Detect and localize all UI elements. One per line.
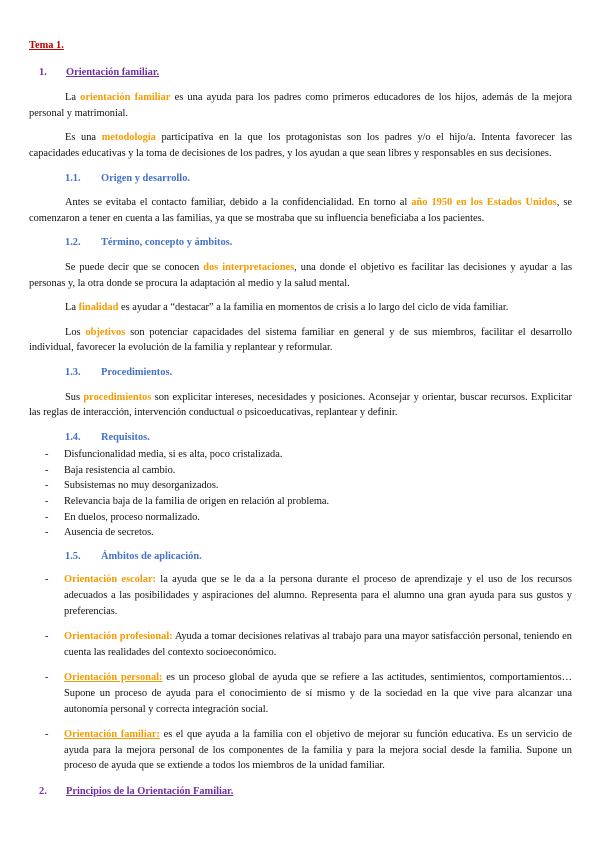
- subsection-1-2-heading: [29, 235, 572, 251]
- dash-bullet: -: [45, 574, 49, 586]
- list-item-text: Ausencia de secretos.: [64, 527, 154, 539]
- dash-bullet: -: [45, 449, 49, 461]
- keyword-highlight: Orientación familiar:: [64, 729, 160, 741]
- text: es un proceso global de ayuda que se refiere a las actitudes, sentimientos, comportamientos… Supone un proceso de ayuda para el conocimiento de sí mismo y de la sociedad en la que vive para alcanzar una autonomía personal y correcta integración social.: [64, 672, 572, 715]
- subsection-number: 1.4.: [65, 431, 81, 443]
- procedures-paragraph: [29, 390, 572, 421]
- list-item: [29, 463, 572, 479]
- dash-bullet: -: [45, 496, 49, 508]
- keyword-highlight: objetivos: [85, 326, 126, 338]
- scopes-list: [29, 572, 572, 774]
- keyword-highlight: procedimientos: [83, 391, 152, 403]
- list-item: [29, 572, 572, 619]
- subsection-number: 1.1.: [65, 172, 81, 184]
- dash-bullet: -: [45, 527, 49, 539]
- subsection-title: Término, concepto y ámbitos.: [101, 237, 233, 249]
- list-item: [29, 447, 572, 463]
- text: son potenciar capacidades del sistema familiar en general y de sus miembros, facilitar el desarrollo individual, favorecer la evolución de la familia y replantear y reformular.: [29, 326, 572, 354]
- list-item: [29, 525, 572, 541]
- keyword-highlight: metodología: [101, 132, 156, 144]
- text: la ayuda que se le da a la persona durante el proceso de aprendizaje y el uso de los recursos adecuados a las posibilidades y aspiraciones del alumno. Representa para el alumno una gran ayuda para sus gustos y preferencias.: [64, 574, 572, 617]
- requirements-list: [29, 447, 572, 541]
- subsection-1-4-heading: [29, 430, 572, 446]
- section-title: Orientación familiar.: [66, 66, 160, 78]
- section-number: 1.: [39, 66, 47, 78]
- list-item-text: Baja resistencia al cambio.: [64, 464, 176, 476]
- keyword-highlight: Orientación escolar:: [64, 574, 157, 586]
- text: , se comenzaron a tener en cuenta a las familias, ya que se mostraba que su influencia beneficiaba a los pacientes.: [29, 197, 572, 224]
- keyword-highlight: Orientación personal:: [64, 672, 163, 684]
- concept-paragraph-3: [29, 325, 572, 356]
- list-item-text: Disfuncionalidad media, si es alta, poco cristalizada.: [64, 449, 283, 461]
- dash-bullet: -: [45, 480, 49, 492]
- list-item: [29, 478, 572, 494]
- origin-paragraph: [29, 195, 572, 226]
- subsection-title: Origen y desarrollo.: [101, 172, 190, 184]
- intro-paragraph-2: [29, 130, 572, 161]
- list-item-text: [64, 572, 572, 619]
- list-item-text: [64, 629, 572, 660]
- text: son explicitar intereses, necesidades y posiciones. Aconsejar y orientar, buscar recursos. Explicitar las reglas de interacción, intervención conductual o psicoeducativas, replantear y definir.: [29, 391, 572, 419]
- tema-heading: Tema 1.: [29, 40, 64, 51]
- list-item: [29, 727, 572, 774]
- subsection-number: 1.5.: [65, 550, 81, 562]
- dash-bullet: -: [45, 672, 49, 684]
- keyword-highlight: orientación familiar: [80, 92, 171, 104]
- subsection-number: 1.2.: [65, 237, 81, 249]
- text: es una ayuda para los padres como primeros educadores de los hijos, además de la mejora personal y matrimonial.: [29, 92, 572, 119]
- subsection-1-5-heading: [29, 549, 572, 565]
- dash-bullet: -: [45, 511, 49, 523]
- list-item-text: En duelos, proceso normalizado.: [64, 511, 200, 523]
- dash-bullet: -: [45, 729, 49, 741]
- dash-bullet: -: [45, 464, 49, 476]
- text: Se puede decir que se conocen: [65, 261, 204, 273]
- subsection-title: Ámbitos de aplicación.: [101, 550, 202, 562]
- intro-paragraph-1: [29, 90, 572, 121]
- list-item-text: [64, 670, 572, 717]
- list-item-text: [64, 727, 572, 774]
- keyword-highlight: año 1950 en los Estados Unidos: [411, 197, 557, 209]
- text: La: [65, 302, 79, 314]
- text: Antes se evitaba el contacto familiar, debido a la confidencialidad. En torno al: [65, 197, 412, 209]
- text: Los: [65, 326, 86, 338]
- text: participativa en la que los protagonistas son los padres y/o el hijo/a. Intenta favorecer las capacidades educativas y la toma de decisiones de los padres, y los ayudan a que sean libres y responsables en sus decisiones.: [29, 132, 573, 159]
- section-2-heading: [29, 784, 572, 800]
- concept-paragraph-2: [29, 300, 572, 316]
- list-item: [29, 494, 572, 510]
- text: es ayudar a “destacar” a la familia en momentos de crisis a lo largo del ciclo de vida familiar.: [118, 302, 509, 314]
- subsection-number: 1.3.: [65, 366, 81, 378]
- text: , una donde el objetivo es facilitar las decisiones y ayudar a las personas y, la otra donde se procura la adaptación al medio y la salud mental.: [29, 261, 572, 289]
- keyword-highlight: dos interpretaciones: [203, 261, 295, 273]
- text: Es una: [65, 132, 102, 144]
- section-number: 2.: [39, 785, 47, 797]
- section-title: Principios de la Orientación Familiar.: [66, 785, 234, 797]
- list-item: [29, 629, 572, 660]
- text: es el que ayuda a la familia con el objetivo de mejorar su función educativa. Es un servicio de ayuda para la mejora personal de los componentes de la familia y para la mejora social desde la familia. Supone un proceso de ayuda que se extiende a todos los miembros de la unidad familiar.: [64, 729, 573, 772]
- list-item: [29, 510, 572, 526]
- subsection-title: Requisitos.: [101, 431, 150, 443]
- keyword-highlight: Orientación profesional:: [64, 631, 173, 643]
- list-item-text: Relevancia baja de la familia de origen en relación al problema.: [64, 496, 330, 508]
- list-item: [29, 670, 572, 717]
- text: Sus: [65, 391, 84, 403]
- subsection-title: Procedimientos.: [101, 366, 173, 378]
- subsection-1-1-heading: [29, 171, 572, 187]
- subsection-1-3-heading: [29, 365, 572, 381]
- concept-paragraph-1: [29, 260, 572, 291]
- list-item-text: Subsistemas no muy desorganizados.: [64, 480, 219, 492]
- text: Ayuda a tomar decisiones relativas al trabajo para una mayor satisfacción personal, teniendo en cuenta las realidades del contexto socioeconómico.: [64, 631, 572, 658]
- keyword-highlight: finalidad: [78, 302, 119, 314]
- section-1-heading: [29, 65, 572, 81]
- text: La: [65, 92, 81, 104]
- dash-bullet: -: [45, 631, 49, 643]
